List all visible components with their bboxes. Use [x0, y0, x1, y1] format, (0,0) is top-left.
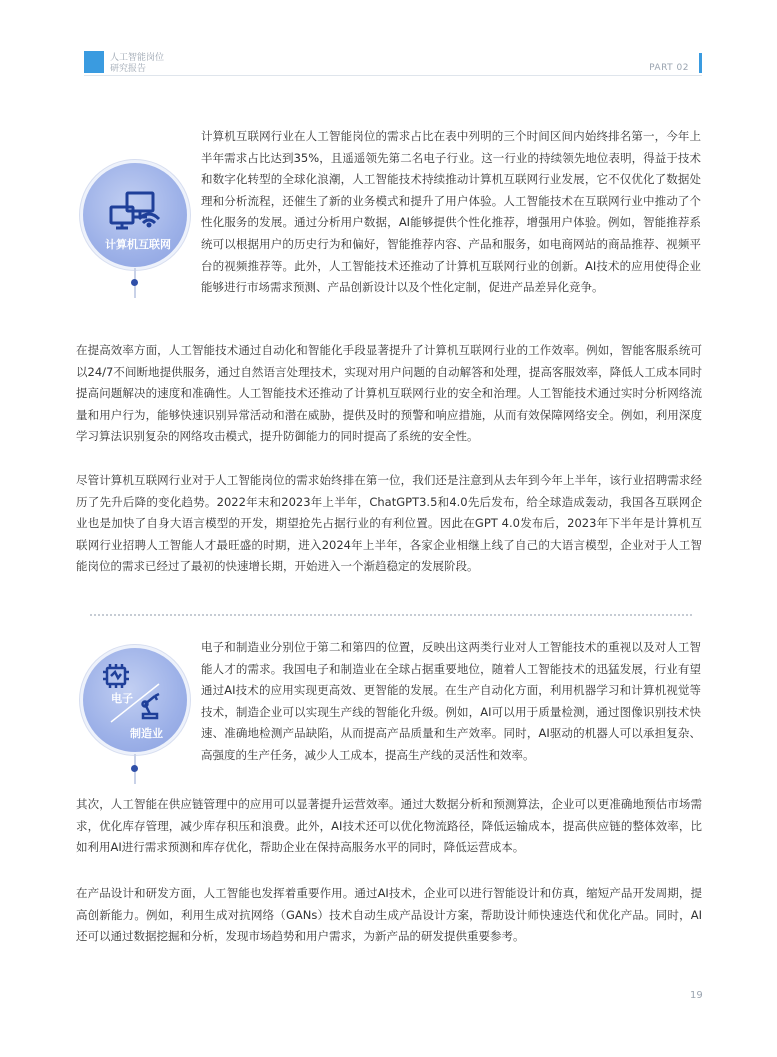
- badge-stem-tail: [134, 286, 136, 298]
- badge-label-computer-internet: 计算机互联网: [105, 238, 171, 251]
- header-title: [110, 53, 164, 75]
- header-title-line1: 人工智能岗位: [110, 53, 165, 63]
- badge-electronics-manufacturing: [83, 648, 187, 752]
- badge-label-electronics: 电子: [111, 692, 133, 705]
- badge-stem-dot: [131, 279, 138, 286]
- paragraph-internet-efficiency: 在提高效率方面，人工智能技术通过自动化和智能化手段显著提升了计算机互联网行业的工作效率。例如，智能客服系统可以24/7不间断地提供服务，通过自然语言处理技术，实现对用户问题的自动解答和处理，提高客服效率，降低人工成本同时提高问题解决的速度和准确性。人工智能技术还推动了计算机互联网行业的安全和治理。人工智能技术通过实时分析网络流量和用户行为，能够快速识别异常活动和潜在威胁，提供及时的预警和响应措施，从而有效保障网络安全。例如，利用深度学习算法识别复杂的网络攻击模式，提升防御能力的同时提高了系统的安全性。: [76, 343, 702, 444]
- badge-label-manufacturing: 制造业: [130, 727, 163, 740]
- header-logo-square: [84, 51, 104, 73]
- paragraph-electronics-intro: 电子和制造业分别位于第二和第四的位置，反映出这两类行业对人工智能技术的重视以及对人工智能人才的需求。我国电子和制造业在全球占据重要地位，随着人工智能技术的迅猛发展，行业有望通过AI技术的应用实现更高效、更智能的发展。在生产自动化方面，利用机器学习和计算机视觉等技术，制造企业可以实现生产线的智能化升级。例如，AI可以用于质量检测，通过图像识别技术快速、准确地检测产品缺陷，从而提高产品质量和生产效率。同时，AI驱动的机器人可以承担复杂、高强度的生产任务，减少人工成本，提高生产线的灵活性和效率。: [201, 640, 701, 762]
- part-accent-bar: [699, 53, 702, 73]
- badge-stem-tail: [134, 772, 136, 784]
- paragraph-product-design: 在产品设计和研发方面，人工智能也发挥着重要作用。通过AI技术，企业可以进行智能设计和仿真，缩短产品开发周期，提高创新能力。例如，利用生成对抗网络（GANs）技术自动生成产品设计方案，帮助设计师快速迭代和优化产品。同时，AI还可以通过数据挖掘和分析，发现市场趋势和用户需求，为新产品的研发提供重要参考。: [76, 886, 702, 944]
- part-label: PART 02: [649, 63, 689, 73]
- paragraph-internet-trend: 尽管计算机互联网行业对于人工智能岗位的需求始终排在第一位，我们还是注意到从去年到今年上半年，该行业招聘需求经历了先升后降的变化趋势。2022年末和2023年上半年，ChatGPT3.5和4.0先后发布，给全球造成轰动，我国各互联网企业也是加快了自身大语言模型的开发，期望抢先占据行业的有利位置。因此在GPT 4.0发布后，2023年下半年是计算机互联网行业招聘人工智能人才最旺盛的时期，进入2024年上半年，各家企业相继上线了自己的大语言模型，企业对于人工智能岗位的需求已经过了最初的快速增长期，开始进入一个渐趋稳定的发展阶段。: [76, 473, 702, 574]
- section-divider: [90, 614, 692, 616]
- header-title-line2: 研究报告: [110, 64, 147, 74]
- header-divider: [84, 75, 702, 76]
- page-number: 19: [690, 990, 703, 1001]
- paragraph-internet-intro: 计算机互联网行业在人工智能岗位的需求占比在表中列明的三个时间区间内始终排名第一，今年上半年需求占比达到35%，且遥遥领先第二名电子行业。这一行业的持续领先地位表明，得益于技术和数字化转型的全球化浪潮，人工智能技术持续推动计算机互联网行业发展，它不仅优化了数据处理和分析流程，还催生了新的业务模式和提升了用户体验。人工智能技术在互联网行业中推动了个性化服务的发展。通过分析用户数据，AI能够提供个性化推荐，增强用户体验。例如，智能推荐系统可以根据用户的历史行为和偏好，智能推荐内容、产品和服务，如电商网站的商品推荐、视频平台的视频推荐等。此外，人工智能技术还推动了计算机互联网行业的创新。AI技术的应用使得企业能够进行市场需求预测、产品创新设计以及个性化定制，促进产品差异化竞争。: [201, 129, 701, 295]
- badge-stem-dot: [131, 765, 138, 772]
- badge-computer-internet: [83, 163, 187, 267]
- paragraph-supply-chain: 其次，人工智能在供应链管理中的应用可以显著提升运营效率。通过大数据分析和预测算法，企业可以更准确地预估市场需求，优化库存管理，减少库存积压和浪费。此外，AI技术还可以优化物流路径，降低运输成本，提高供应链的整体效率，比如利用AI进行需求预测和库存优化，帮助企业在保持高服务水平的同时，降低运营成本。: [76, 797, 702, 855]
